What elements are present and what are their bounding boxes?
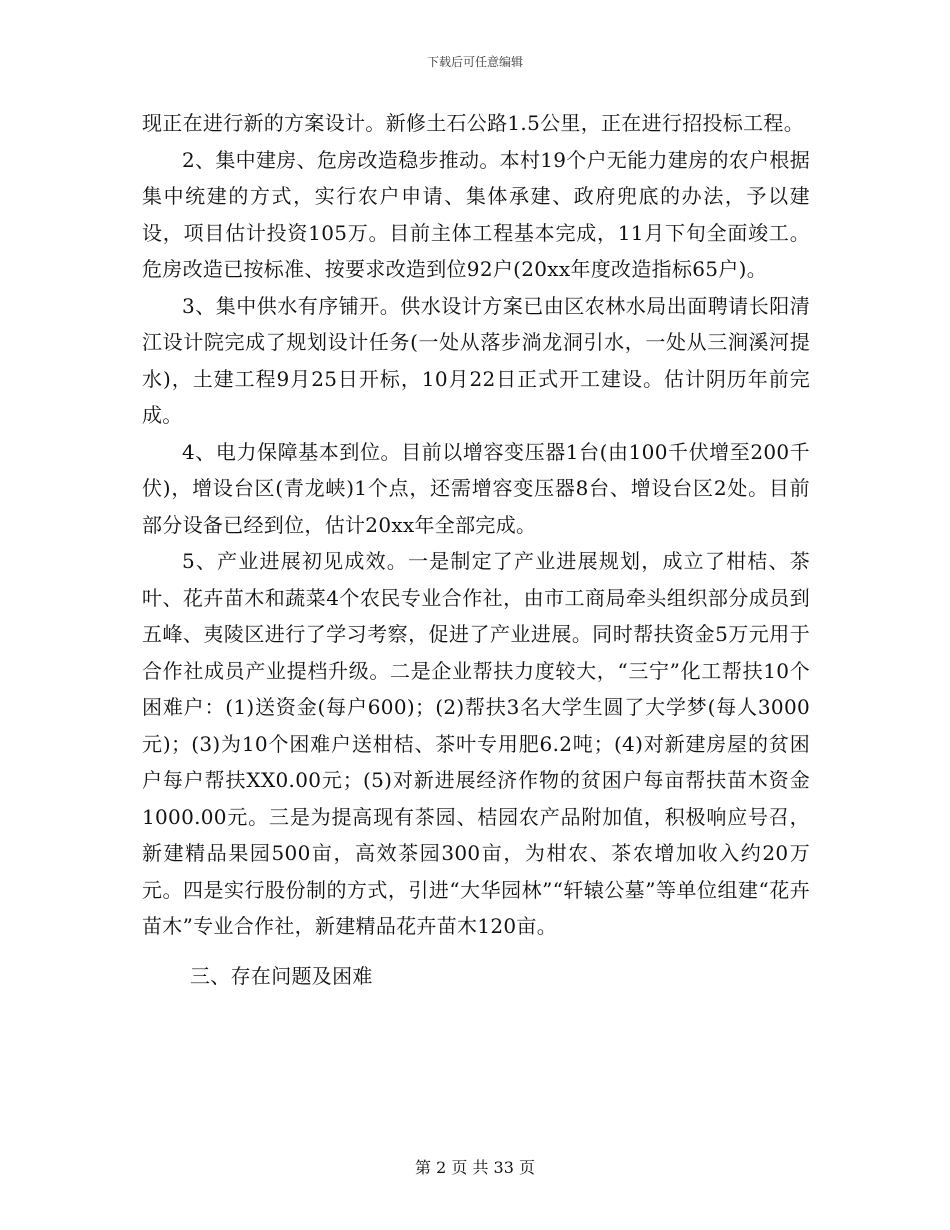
paragraph-industry: 5、产业进展初见成效。一是制定了产业进展规划，成立了柑桔、茶叶、花卉苗木和蔬菜4个农民专业合作社，由市工商局牵头组织部分成员到五峰、夷陵区进行了学习考察，促进了产业进展。同时帮扶资金5万元用于合作社成员产业提档升级。二是企业帮扶力度较大，“三宁”化工帮扶10个困难户：(1)送资金(每户600)；(2)帮扶3名大学生圆了大学梦(每人3000元)；(3)为10个困难户送柑桔、茶叶专用肥6.2吨；(4)对新建房屋的贫困户每户帮扶XX0.00元；(5)对新进展经济作物的贫困户每亩帮扶苗木资金1000.00元。三是为提高现有茶园、桔园农产品附加值，积极响应号召，新建精品果园500亩，高效茶园300亩，为柑农、茶农增加收入约20万元。四是实行股份制的方式，引进“大华园林”“轩辕公墓”等单位组建“花卉苗木”专业合作社，新建精品花卉苗木120亩。 <box>142 549 810 938</box>
page-footer: 第 2 页 共 33 页 <box>415 1158 535 1177</box>
paragraph-housing: 2、集中建房、危房改造稳步推动。本村19个户无能力建房的农户根据集中统建的方式，实行农户申请、集体承建、政府兜底的办法，予以建设，项目估计投资105万。目前主体工程基本完成，11月下旬全面竣工。危房改造已按标准、按要求改造到位92户(20xx年度改造指标65户)。 <box>142 147 810 281</box>
document-body <box>142 105 810 994</box>
paragraph-power-supply: 4、电力保障基本到位。目前以增容变压器1台(由100千伏增至200千伏)，增设台区(青龙峡)1个点，还需增容变压器8台、增设台区2处。目前部分设备已经到位，估计20xx年全部完成。 <box>142 439 810 537</box>
section-heading-problems: 三、存在问题及困难 <box>190 963 373 988</box>
page-header: 下载后可任意编辑 <box>426 55 523 69</box>
paragraph-continuation: 现正在进行新的方案设计。新修土石公路1.5公里，正在进行招投标工程。 <box>142 111 805 135</box>
paragraph-water-supply: 3、集中供水有序铺开。供水设计方案已由区农林水局出面聘请长阳清江设计院完成了规划设计任务(一处从落步淌龙洞引水，一处从三涧溪河提水)，土建工程9月25日开标，10月22日正式开工建设。估计阴历年前完成。 <box>142 293 810 427</box>
